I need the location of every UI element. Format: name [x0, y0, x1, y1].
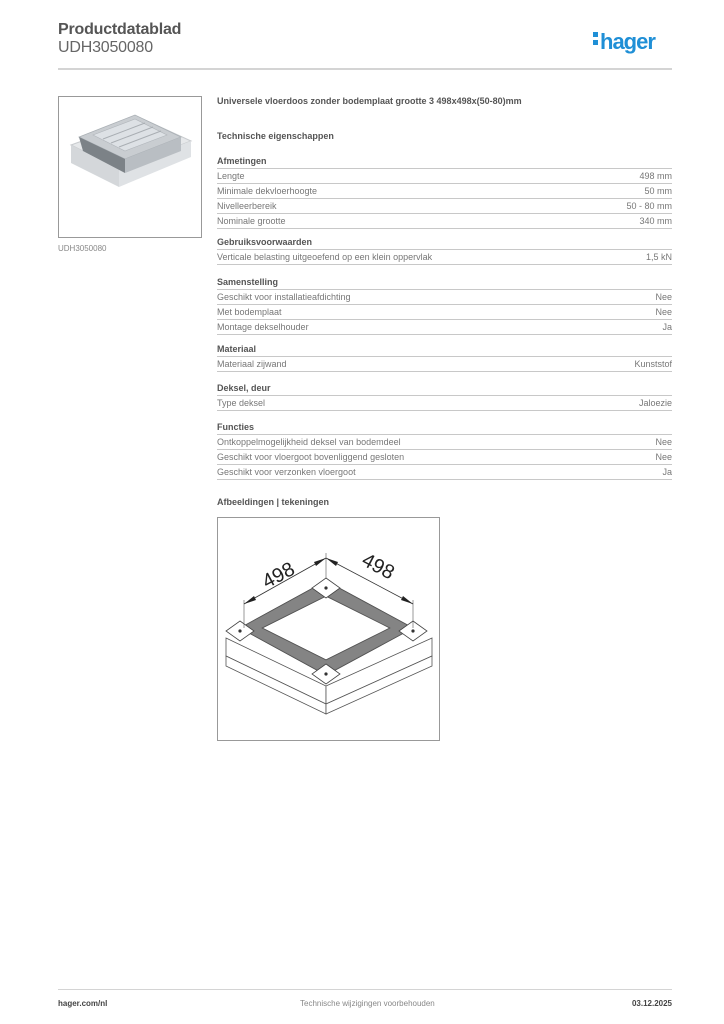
hager-logo: hager — [593, 29, 655, 55]
dimension-left: 498 — [258, 558, 299, 594]
spec-row: Minimale dekvloerhoogte 50 mm — [217, 184, 672, 199]
spec-group-deksel-deur — [217, 381, 672, 411]
footer-website-link[interactable]: hager.com/nl — [58, 999, 108, 1008]
spec-row: Met bodemplaat Nee — [217, 305, 672, 320]
section-title-technical: Technische eigenschappen — [217, 131, 334, 141]
spec-group-gebruiksvoorwaarden — [217, 235, 672, 265]
spec-row: Nivelleerbereik 50 - 80 mm — [217, 199, 672, 214]
logo-colon-icon — [593, 29, 598, 48]
technical-drawing — [217, 517, 440, 741]
group-title: Deksel, deur — [217, 381, 672, 396]
spec-row: Materiaal zijwand Kunststof — [217, 357, 672, 372]
spec-group-samenstelling — [217, 275, 672, 335]
product-code: UDH3050080 — [58, 39, 153, 56]
spec-row: Geschikt voor verzonken vloergoot Ja — [217, 465, 672, 480]
group-title: Functies — [217, 420, 672, 435]
spec-group-afmetingen — [217, 154, 672, 229]
group-title: Gebruiksvoorwaarden — [217, 235, 672, 250]
footer-disclaimer: Technische wijzigingen voorbehouden — [300, 999, 435, 1008]
product-photo — [58, 96, 202, 238]
group-title: Samenstelling — [217, 275, 672, 290]
spec-row: Geschikt voor installatieafdichting Nee — [217, 290, 672, 305]
page-title: Productdatablad — [58, 21, 182, 38]
section-title-images: Afbeeldingen | tekeningen — [217, 497, 330, 507]
spec-row: Geschikt voor vloergoot bovenliggend gesloten Nee — [217, 450, 672, 465]
spec-row: Montage dekselhouder Ja — [217, 320, 672, 335]
spec-row: Type deksel Jaloezie — [217, 396, 672, 411]
footer-date: 03.12.2025 — [631, 999, 672, 1008]
group-title: Afmetingen — [217, 154, 672, 169]
spec-row: Lengte 498 mm — [217, 169, 672, 184]
photo-caption: UDH3050080 — [58, 244, 107, 253]
product-title: Universele vloerdoos zonder bodemplaat grootte 3 498x498x(50-80)mm — [217, 96, 522, 106]
spec-row: Nominale grootte 340 mm — [217, 214, 672, 229]
footer-divider — [58, 989, 672, 990]
spec-row: Ontkoppelmogelijkheid deksel van bodemdeel Nee — [217, 435, 672, 450]
header-divider — [58, 68, 672, 70]
dimension-right: 498 — [358, 549, 398, 585]
group-title: Materiaal — [217, 342, 672, 357]
spec-group-functies — [217, 420, 672, 480]
spec-group-materiaal — [217, 342, 672, 372]
spec-row: Verticale belasting uitgeoefend op een klein oppervlak 1,5 kN — [217, 250, 672, 265]
